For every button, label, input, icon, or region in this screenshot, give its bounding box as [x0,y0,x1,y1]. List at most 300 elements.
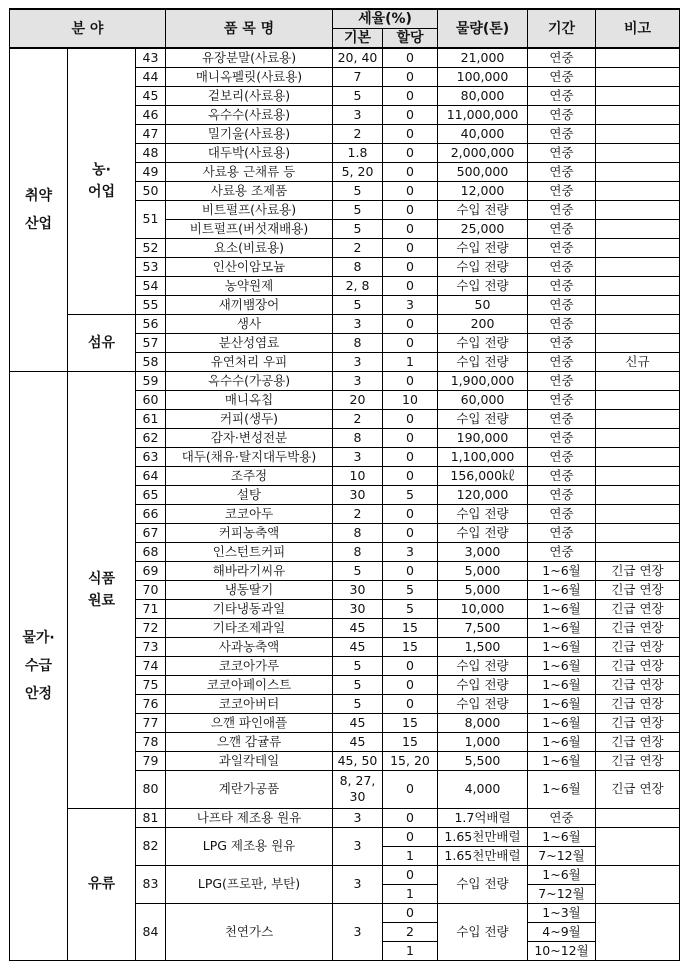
quota-rate: 0 [383,694,438,713]
quota-rate: 0 [383,124,438,143]
volume: 5,000 [438,561,528,580]
period: 연중 [528,162,596,181]
period: 연중 [528,447,596,466]
remark [596,827,680,865]
basic-rate: 30 [333,485,383,504]
quota-rate: 3 [383,295,438,314]
quota-rate: 0 [383,162,438,181]
period: 7~12월 [528,884,596,903]
volume: 수입 전량 [438,865,528,903]
basic-rate: 8 [333,428,383,447]
basic-rate: 45, 50 [333,751,383,770]
quota-rate: 5 [383,599,438,618]
period: 연중 [528,409,596,428]
item-name: 코코아페이스트 [166,675,333,694]
quota-rate: 0 [383,200,438,219]
header-period: 기간 [528,9,596,48]
item-name: 나프타 제조용 원유 [166,808,333,827]
quota-rate: 1 [383,941,438,960]
basic-rate: 5, 20 [333,162,383,181]
quota-rate: 0 [383,181,438,200]
table-body [10,48,680,960]
remark [596,86,680,105]
quota-rate: 3 [383,542,438,561]
period: 연중 [528,390,596,409]
item-name: 농약원제 [166,276,333,295]
period: 1~6월 [528,770,596,808]
item-name: 옥수수(가공용) [166,371,333,390]
table-row [10,808,680,827]
quota-rate: 0 [383,675,438,694]
period: 7~12월 [528,846,596,865]
remark [596,390,680,409]
period: 연중 [528,124,596,143]
remark [596,105,680,124]
period: 연중 [528,485,596,504]
item-name: 계란가공품 [166,770,333,808]
period: 연중 [528,86,596,105]
basic-rate: 5 [333,86,383,105]
item-name: 사과농축액 [166,637,333,656]
basic-rate: 3 [333,447,383,466]
item-name: LPG(프로판, 부탄) [166,865,333,903]
remark [596,162,680,181]
quota-rate: 15 [383,618,438,637]
row-number: 77 [136,713,166,732]
item-name: 해바라기씨유 [166,561,333,580]
period: 1~6월 [528,751,596,770]
row-number: 73 [136,637,166,656]
remark [596,200,680,219]
basic-rate: 3 [333,903,383,960]
quota-rate: 0 [383,409,438,428]
basic-rate: 20 [333,390,383,409]
period: 연중 [528,295,596,314]
subsector-cell: 농· 어업 [68,48,136,314]
period: 1~6월 [528,694,596,713]
quota-rate: 0 [383,656,438,675]
remark: 긴급 연장 [596,580,680,599]
volume: 120,000 [438,485,528,504]
table-row [10,314,680,333]
volume: 50 [438,295,528,314]
volume: 190,000 [438,428,528,447]
row-number: 66 [136,504,166,523]
quota-rate: 0 [383,314,438,333]
period: 1~6월 [528,865,596,884]
quota-rate: 0 [383,447,438,466]
remark [596,409,680,428]
volume: 21,000 [438,48,528,67]
item-name: 사료용 근채류 등 [166,162,333,181]
remark: 긴급 연장 [596,732,680,751]
remark [596,276,680,295]
volume: 1.7억배럴 [438,808,528,827]
row-number: 49 [136,162,166,181]
period: 1~6월 [528,618,596,637]
header-remark: 비고 [596,9,680,48]
quota-rate: 0 [383,504,438,523]
quota-rate: 0 [383,67,438,86]
remark [596,124,680,143]
period: 연중 [528,181,596,200]
row-number: 84 [136,903,166,960]
item-name: 유연처리 우피 [166,352,333,371]
quota-rate: 15, 20 [383,751,438,770]
quota-rate: 0 [383,808,438,827]
quota-rate: 0 [383,238,438,257]
remark [596,48,680,67]
basic-rate: 5 [333,694,383,713]
quota-rate: 0 [383,143,438,162]
remark: 긴급 연장 [596,599,680,618]
remark: 긴급 연장 [596,675,680,694]
item-name: 옥수수(사료용) [166,105,333,124]
volume: 수입 전량 [438,276,528,295]
row-number: 76 [136,694,166,713]
period: 1~3월 [528,903,596,922]
basic-rate: 5 [333,675,383,694]
quota-rate: 15 [383,732,438,751]
item-name: 감자·변성전분 [166,428,333,447]
volume: 11,000,000 [438,105,528,124]
quota-rate: 0 [383,86,438,105]
volume: 수입 전량 [438,352,528,371]
basic-rate: 2 [333,238,383,257]
remark: 긴급 연장 [596,770,680,808]
item-name: 분산성염료 [166,333,333,352]
volume: 4,000 [438,770,528,808]
item-name: 으깬 감귤류 [166,732,333,751]
period: 연중 [528,523,596,542]
quota-rate: 0 [383,561,438,580]
volume: 수입 전량 [438,656,528,675]
quota-rate: 0 [383,276,438,295]
row-number: 46 [136,105,166,124]
volume: 80,000 [438,86,528,105]
basic-rate: 5 [333,561,383,580]
period: 연중 [528,238,596,257]
remark [596,181,680,200]
item-name: 커피(생두) [166,409,333,428]
item-name: 새끼뱀장어 [166,295,333,314]
basic-rate: 30 [333,580,383,599]
volume: 2,000,000 [438,143,528,162]
item-name: 대두박(사료용) [166,143,333,162]
item-name: 조주정 [166,466,333,485]
item-name: 생사 [166,314,333,333]
row-number: 61 [136,409,166,428]
table-header [10,9,680,48]
subsector-cell: 유류 [68,808,136,960]
basic-rate: 8 [333,542,383,561]
item-name: LPG 제조용 원유 [166,827,333,865]
row-number: 74 [136,656,166,675]
remark: 긴급 연장 [596,618,680,637]
row-number: 57 [136,333,166,352]
remark: 긴급 연장 [596,751,680,770]
remark [596,257,680,276]
period: 연중 [528,466,596,485]
remark [596,371,680,390]
item-name: 요소(비료용) [166,238,333,257]
basic-rate: 1.8 [333,143,383,162]
basic-rate: 45 [333,637,383,656]
basic-rate: 8 [333,333,383,352]
quota-rate: 1 [383,352,438,371]
remark [596,428,680,447]
row-number: 68 [136,542,166,561]
row-number: 75 [136,675,166,694]
item-name: 인산이암모늄 [166,257,333,276]
quota-rate: 0 [383,466,438,485]
quota-rate: 0 [383,105,438,124]
basic-rate: 2, 8 [333,276,383,295]
remark [596,466,680,485]
row-number: 80 [136,770,166,808]
period: 연중 [528,143,596,162]
basic-rate: 45 [333,732,383,751]
volume: 10,000 [438,599,528,618]
volume: 60,000 [438,390,528,409]
remark [596,333,680,352]
basic-rate: 30 [333,599,383,618]
volume: 수입 전량 [438,903,528,960]
row-number: 82 [136,827,166,865]
row-number: 62 [136,428,166,447]
item-name: 겉보리(사료용) [166,86,333,105]
item-name: 사료용 조제품 [166,181,333,200]
basic-rate: 3 [333,352,383,371]
period: 연중 [528,333,596,352]
row-number: 63 [136,447,166,466]
row-number: 51 [136,200,166,238]
volume: 1,000 [438,732,528,751]
table-row [10,48,680,67]
quota-rate: 15 [383,713,438,732]
item-name: 비트펄프(버섯재배용) [166,219,333,238]
period: 1~6월 [528,656,596,675]
basic-rate: 3 [333,808,383,827]
quota-rate: 5 [383,580,438,599]
basic-rate: 5 [333,219,383,238]
row-number: 52 [136,238,166,257]
item-name: 매니옥펠릿(사료용) [166,67,333,86]
remark [596,523,680,542]
period: 4~9월 [528,922,596,941]
item-name: 코코아가루 [166,656,333,675]
period: 연중 [528,67,596,86]
row-number: 79 [136,751,166,770]
period: 연중 [528,105,596,124]
basic-rate: 45 [333,618,383,637]
basic-rate: 8 [333,257,383,276]
period: 연중 [528,542,596,561]
volume: 수입 전량 [438,409,528,428]
row-number: 71 [136,599,166,618]
basic-rate: 3 [333,371,383,390]
subsector-cell: 섬유 [68,314,136,371]
item-name: 밀기울(사료용) [166,124,333,143]
item-name: 인스턴트커피 [166,542,333,561]
volume: 1,900,000 [438,371,528,390]
item-name: 커피농축액 [166,523,333,542]
row-number: 58 [136,352,166,371]
row-number: 78 [136,732,166,751]
row-number: 60 [136,390,166,409]
tariff-quota-table [9,8,680,961]
quota-rate: 0 [383,428,438,447]
row-number: 50 [136,181,166,200]
quota-rate: 0 [383,48,438,67]
volume: 수입 전량 [438,504,528,523]
sector-cell: 취약 산업 [10,48,68,371]
basic-rate: 2 [333,409,383,428]
period: 연중 [528,352,596,371]
basic-rate: 2 [333,504,383,523]
row-number: 55 [136,295,166,314]
item-name: 대두(채유·탈지대두박용) [166,447,333,466]
period: 10~12월 [528,941,596,960]
quota-rate: 0 [383,770,438,808]
remark [596,67,680,86]
volume: 8,000 [438,713,528,732]
volume: 1.65천만배럴 [438,846,528,865]
header-tariff: 세율(%) [333,9,438,29]
basic-rate: 8, 27, 30 [333,770,383,808]
basic-rate: 3 [333,314,383,333]
volume: 40,000 [438,124,528,143]
header-item: 품 목 명 [166,9,333,48]
row-number: 72 [136,618,166,637]
item-name: 유장분말(사료용) [166,48,333,67]
period: 연중 [528,371,596,390]
quota-rate: 10 [383,390,438,409]
item-name: 코코아두 [166,504,333,523]
quota-rate: 0 [383,257,438,276]
volume: 수입 전량 [438,257,528,276]
basic-rate: 8 [333,523,383,542]
header-field: 분 야 [10,9,166,48]
table-row [10,371,680,390]
volume: 3,000 [438,542,528,561]
period: 1~6월 [528,599,596,618]
period: 1~6월 [528,580,596,599]
volume: 200 [438,314,528,333]
item-name: 비트펄프(사료용) [166,200,333,219]
volume: 수입 전량 [438,675,528,694]
volume: 수입 전량 [438,200,528,219]
row-number: 53 [136,257,166,276]
volume: 25,000 [438,219,528,238]
header-quota: 할당 [383,29,438,49]
basic-rate: 10 [333,466,383,485]
header-basic: 기본 [333,29,383,49]
remark: 긴급 연장 [596,656,680,675]
row-number: 83 [136,865,166,903]
period: 연중 [528,808,596,827]
quota-rate: 1 [383,884,438,903]
remark [596,485,680,504]
period: 연중 [528,276,596,295]
basic-rate: 3 [333,827,383,865]
remark [596,143,680,162]
volume: 1.65천만배럴 [438,827,528,846]
remark: 신규 [596,352,680,371]
row-number: 43 [136,48,166,67]
volume: 5,000 [438,580,528,599]
basic-rate: 5 [333,656,383,675]
volume: 수입 전량 [438,523,528,542]
volume: 수입 전량 [438,238,528,257]
row-number: 67 [136,523,166,542]
volume: 500,000 [438,162,528,181]
remark [596,238,680,257]
row-number: 64 [136,466,166,485]
row-number: 45 [136,86,166,105]
subsector-cell: 식품 원료 [68,371,136,808]
basic-rate: 2 [333,124,383,143]
remark [596,219,680,238]
basic-rate: 5 [333,181,383,200]
quota-rate: 5 [383,485,438,504]
header-volume: 물량(톤) [438,9,528,48]
volume: 7,500 [438,618,528,637]
period: 연중 [528,48,596,67]
quota-rate: 0 [383,219,438,238]
period: 1~6월 [528,675,596,694]
basic-rate: 20, 40 [333,48,383,67]
period: 1~6월 [528,827,596,846]
row-number: 69 [136,561,166,580]
volume: 12,000 [438,181,528,200]
period: 연중 [528,504,596,523]
remark [596,542,680,561]
item-name: 매니옥칩 [166,390,333,409]
row-number: 56 [136,314,166,333]
row-number: 70 [136,580,166,599]
quota-rate: 0 [383,903,438,922]
row-number: 44 [136,67,166,86]
period: 연중 [528,219,596,238]
item-name: 기타냉동과일 [166,599,333,618]
remark: 긴급 연장 [596,713,680,732]
row-number: 65 [136,485,166,504]
row-number: 54 [136,276,166,295]
basic-rate: 45 [333,713,383,732]
volume: 수입 전량 [438,333,528,352]
remark: 긴급 연장 [596,694,680,713]
row-number: 48 [136,143,166,162]
basic-rate: 5 [333,295,383,314]
volume: 1,100,000 [438,447,528,466]
remark [596,865,680,903]
quota-rate: 2 [383,922,438,941]
item-name: 코코아버터 [166,694,333,713]
item-name: 설탕 [166,485,333,504]
basic-rate: 3 [333,865,383,903]
period: 연중 [528,428,596,447]
quota-rate: 0 [383,523,438,542]
row-number: 59 [136,371,166,390]
basic-rate: 7 [333,67,383,86]
item-name: 으깬 파인애플 [166,713,333,732]
item-name: 천연가스 [166,903,333,960]
quota-rate: 0 [383,333,438,352]
quota-rate: 1 [383,846,438,865]
item-name: 과일칵테일 [166,751,333,770]
quota-rate: 15 [383,637,438,656]
